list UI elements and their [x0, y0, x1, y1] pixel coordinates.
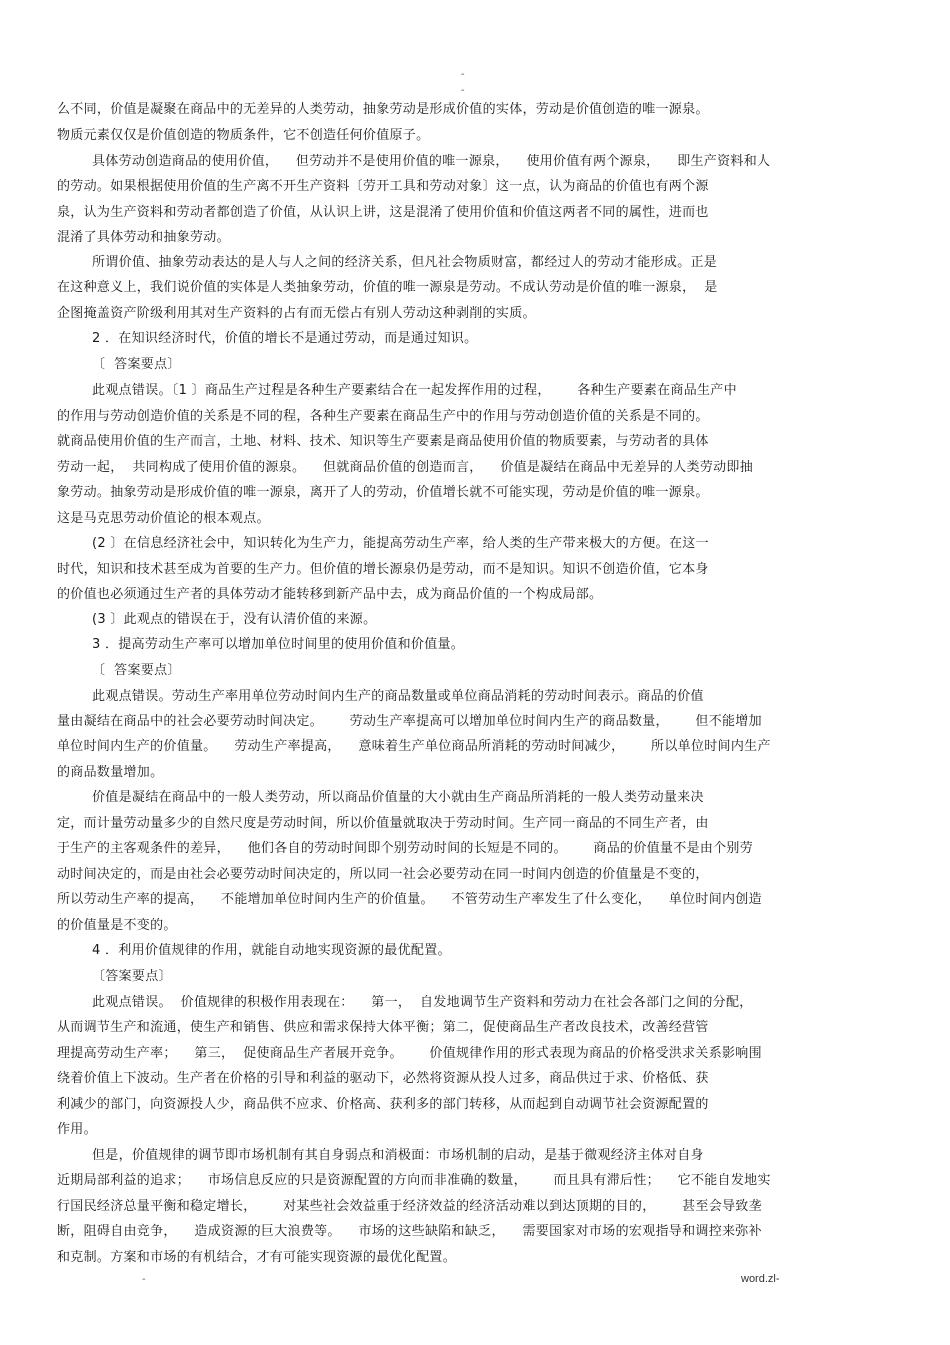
text-line: 断，阻碍自由竞争， 造成资源的巨大浪费等。 市场的这些缺陷和缺乏， 需要国家对市场的宏观指导和调控来弥补	[57, 1224, 762, 1239]
header-mark-bottom: -	[461, 85, 465, 96]
header-mark-top: -	[461, 69, 465, 80]
text-line: 的劳动。如果根据使用价值的生产离不开生产资料〔劳开工具和劳动对象〕这一点，认为商品的价值也有两个源	[57, 179, 709, 194]
text-line: 企图掩盖资产阶级利用其对生产资料的占有而无偿占有别人劳动这种剥削的实质。	[57, 306, 536, 321]
text-line: 所以劳动生产率的提高， 不能增加单位时间内生产的价值量。 不管劳动生产率发生了什么变化， 单位时间内创造	[57, 892, 762, 907]
text-line: 就商品使用价值的生产而言，土地、材料、技术、知识等生产要素是商品使用价值的物质要素，与劳动者的具体	[57, 434, 709, 449]
text-line: 在这种意义上，我们说价值的实体是人类抽象劳动，价值的唯一源泉是劳动。不成认劳动是价值的唯一源泉， 是	[57, 280, 718, 295]
text-line: 的商品数量增加。	[57, 765, 164, 780]
text-line: 但是，价值规律的调节即市场机制有其自身弱点和消极面：市场机制的启动，是基于微观经济主体对自身	[92, 1148, 704, 1163]
text-line: 行国民经济总量平衡和稳定增长， 对某些社会效益重于经济效益的经济活动难以到达顶期的目的， 甚至会导致垄	[57, 1199, 762, 1214]
footer-mark-left: -	[142, 1274, 146, 1285]
text-line: 象劳动。抽象劳动是形成价值的唯一源泉，离开了人的劳动，价值增长就不可能实现，劳动是价值的唯一源泉。	[57, 485, 709, 500]
text-line: 物质元素仅仅是价值创造的物质条件，它不创造任何价值原子。	[57, 128, 430, 143]
text-line: 单位时间内生产的价值量。 劳动生产率提高， 意味着生产单位商品所消耗的劳动时间减少， 所以单位时间内生产	[57, 739, 771, 754]
text-line: 利减少的部门，向资源投人少，商品供不应求、价格高、获利多的部门转移，从而起到自动调节社会资源配置的	[57, 1097, 709, 1112]
text-line: 近期局部利益的追求； 市场信息反应的只是资源配置的方向而非准确的数量， 而且具有滞后性； 它不能自发地实	[57, 1173, 771, 1188]
question-heading: 2 ．在知识经济时代，价值的增长不是通过劳动，而是通过知识。	[92, 331, 478, 346]
text-line: 的作用与劳动创造价值的关系是不同的程，各种生产要素在商品生产中的作用与劳动创造价值的关系是不同的。	[57, 409, 709, 424]
text-line: 的价值也必须通过生产者的具体劳动才能转移到新产品中去，成为商品价值的一个构成局部。	[57, 587, 603, 602]
text-line: 此观点错误。〔1 〕商品生产过程是各种生产要素结合在一起发挥作用的过程， 各种生产要素在商品生产中	[92, 383, 737, 398]
text-line: 价值是凝结在商品中的一般人类劳动，所以商品价值量的大小就由生产商品所消耗的一般人类劳动量来决	[92, 790, 704, 805]
text-line: (2 〕在信息经济社会中，知识转化为生产力，能提高劳动生产率，给人类的生产带来极大的方便。在这一	[92, 536, 709, 551]
text-line: 所谓价值、抽象劳动表达的是人与人之间的经济关系，但凡社会物质财富，都经过人的劳动才能形成。正是	[92, 255, 718, 270]
text-line: 具体劳动创造商品的使用价值， 但劳动并不是使用价值的唯一源泉， 使用价值有两个源泉， 即生产资料和人	[92, 154, 771, 169]
text-line: 动时间决定的，而是由社会必要劳动时间决定的，所以同一社会必要劳动在同一时间内创造的价值量是不变的，	[57, 867, 709, 882]
text-line: 么不同，价值是凝聚在商品中的无差异的人类劳动，抽象劳动是形成价值的实体，劳动是价值创造的唯一源泉。	[57, 102, 709, 117]
text-line: 定，而计量劳动量多少的自然尺度是劳动时间，所以价值量就取决于劳动时间。生产同一商品的不同生产者，由	[57, 816, 709, 831]
text-line: 时代，知识和技术甚至成为首要的生产力。但价值的增长源泉仍是劳动，而不是知识。知识不创造价值，它本身	[57, 562, 709, 577]
text-line: 混淆了具体劳动和抽象劳动。	[57, 230, 230, 245]
text-line: 绕着价值上下波动。生产者在价格的引导和利益的驱动下，必然将资源从投人过多，商品供过于求、价格低、获	[57, 1071, 709, 1086]
text-line: 的价值量是不变的。	[57, 918, 177, 933]
text-line: 此观点错误。 价值规律的积极作用表现在： 第一， 自发地调节生产资料和劳动力在社会各部门之间的分配，	[92, 995, 753, 1010]
text-line: 从而调节生产和流通，使生产和销售、供应和需求保持大体平衡；第二，促使商品生产者改良技术，改善经营管	[57, 1020, 709, 1035]
footer-source-text: word.zl-	[741, 1273, 780, 1285]
text-line: 作用。	[57, 1122, 97, 1137]
text-line: 这是马克思劳动价值论的根本观点。	[57, 511, 270, 526]
text-line: 泉，认为生产资料和劳动者都创造了价值，从认识上讲，这是混淆了使用价值和价值这两者不同的属性，进而也	[57, 205, 709, 220]
answer-label: 〔 答案要点〕	[92, 663, 181, 678]
text-line: 劳动一起， 共同构成了使用价值的源泉。 但就商品价值的创造而言， 价值是凝结在商品中无差异的人类劳动即抽	[57, 460, 754, 475]
text-line: 于生产的主客观条件的差异， 他们各自的劳动时间即个别劳动时间的长短是不同的。 商品的价值量不是由个别劳	[57, 841, 754, 856]
text-line: 量由凝结在商品中的社会必要劳动时间决定。 劳动生产率提高可以增加单位时间内生产的商品数量， 但不能增加	[57, 714, 762, 729]
text-line: (3 〕此观点的错误在于，没有认清价值的来源。	[92, 612, 377, 627]
question-heading: 4 ．利用价值规律的作用，就能自动地实现资源的最优配置。	[92, 943, 451, 958]
answer-label: 〔 答案要点〕	[92, 357, 181, 372]
text-line: 和克制。方案和市场的有机结合，才有可能实现资源的最优化配置。	[57, 1250, 457, 1265]
question-heading: 3 ．提高劳动生产率可以增加单位时间里的使用价值和价值量。	[92, 637, 465, 652]
text-line: 此观点错误。劳动生产率用单位劳动时间内生产的商品数量或单位商品消耗的劳动时间表示。商品的价值	[92, 689, 704, 704]
answer-label: 〔答案要点〕	[92, 969, 172, 984]
text-line: 理提高劳动生产率； 第三， 促使商品生产者展开竞争。 价值规律作用的形式表现为商品的价格受洪求关系影响围	[57, 1046, 762, 1061]
